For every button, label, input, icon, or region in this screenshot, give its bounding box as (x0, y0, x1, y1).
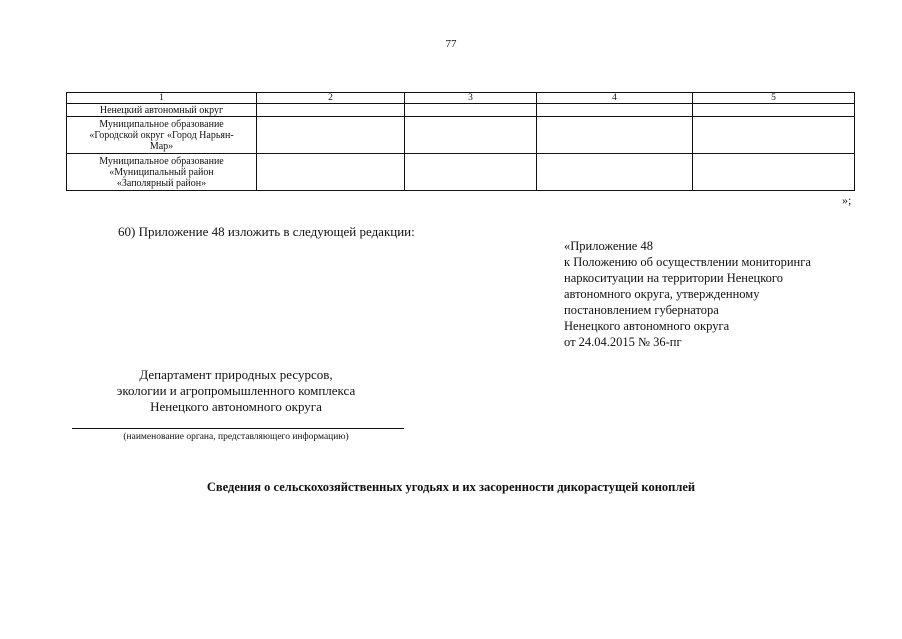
table-cell (537, 104, 693, 117)
row-label (67, 117, 257, 154)
appendix-line: Ненецкого автономного округа (564, 319, 730, 333)
row-label-line: «Заполярный район» (116, 177, 207, 189)
table-cell (693, 154, 855, 191)
table-cell (693, 104, 855, 117)
table-cell (405, 117, 537, 154)
department-line: Департамент природных ресурсов, (139, 367, 333, 382)
department-caption: (наименование органа, представляющего информацию) (123, 432, 349, 442)
appendix-line: наркоситуации на территории Ненецкого (564, 271, 783, 285)
row-label (67, 154, 257, 191)
department-underline (72, 428, 404, 429)
column-header: 3 (405, 93, 537, 104)
page-number: 77 (445, 38, 457, 50)
table-cell (693, 117, 855, 154)
row-label-line: «Городской округ «Город Нарьян- (89, 129, 234, 141)
table-cell (257, 117, 405, 154)
row-label-line: Муниципальное образование (99, 118, 224, 130)
closing-mark: »; (842, 193, 852, 207)
department-line: экологии и агропромышленного комплекса (116, 383, 356, 398)
table-row (67, 104, 855, 117)
appendix-line: автономного округа, утвержденному (564, 287, 760, 301)
column-header: 5 (693, 93, 855, 104)
clause-text: 60) Приложение 48 изложить в следующей редакции: (118, 224, 415, 239)
appendix-header (564, 238, 864, 350)
table-cell (257, 154, 405, 191)
row-label-line: Мар» (149, 140, 174, 152)
row-label: Ненецкий автономный округ (67, 104, 257, 117)
appendix-line: от 24.04.2015 № 36-пг (564, 335, 682, 349)
table-cell (405, 154, 537, 191)
department-line: Ненецкого автономного округа (150, 399, 322, 414)
data-table (66, 92, 855, 191)
table-cell (257, 104, 405, 117)
appendix-line: к Положению об осуществлении мониторинга (564, 255, 811, 269)
column-header: 4 (537, 93, 693, 104)
appendix-line: постановлением губернатора (564, 303, 719, 317)
column-header: 1 (67, 93, 257, 104)
table-cell (537, 154, 693, 191)
row-label-line: «Муниципальный район (109, 166, 214, 178)
table-row (67, 117, 855, 154)
table-cell (405, 104, 537, 117)
document-title: Сведения о сельскохозяйственных угодьях и их засоренности дикорастущей коноплей (206, 480, 696, 494)
department-name (66, 367, 406, 415)
column-header: 2 (257, 93, 405, 104)
row-label-line: Муниципальное образование (99, 155, 224, 167)
table-cell (537, 117, 693, 154)
table-row (67, 154, 855, 191)
table-header-row (67, 93, 855, 104)
appendix-line: «Приложение 48 (564, 239, 653, 253)
